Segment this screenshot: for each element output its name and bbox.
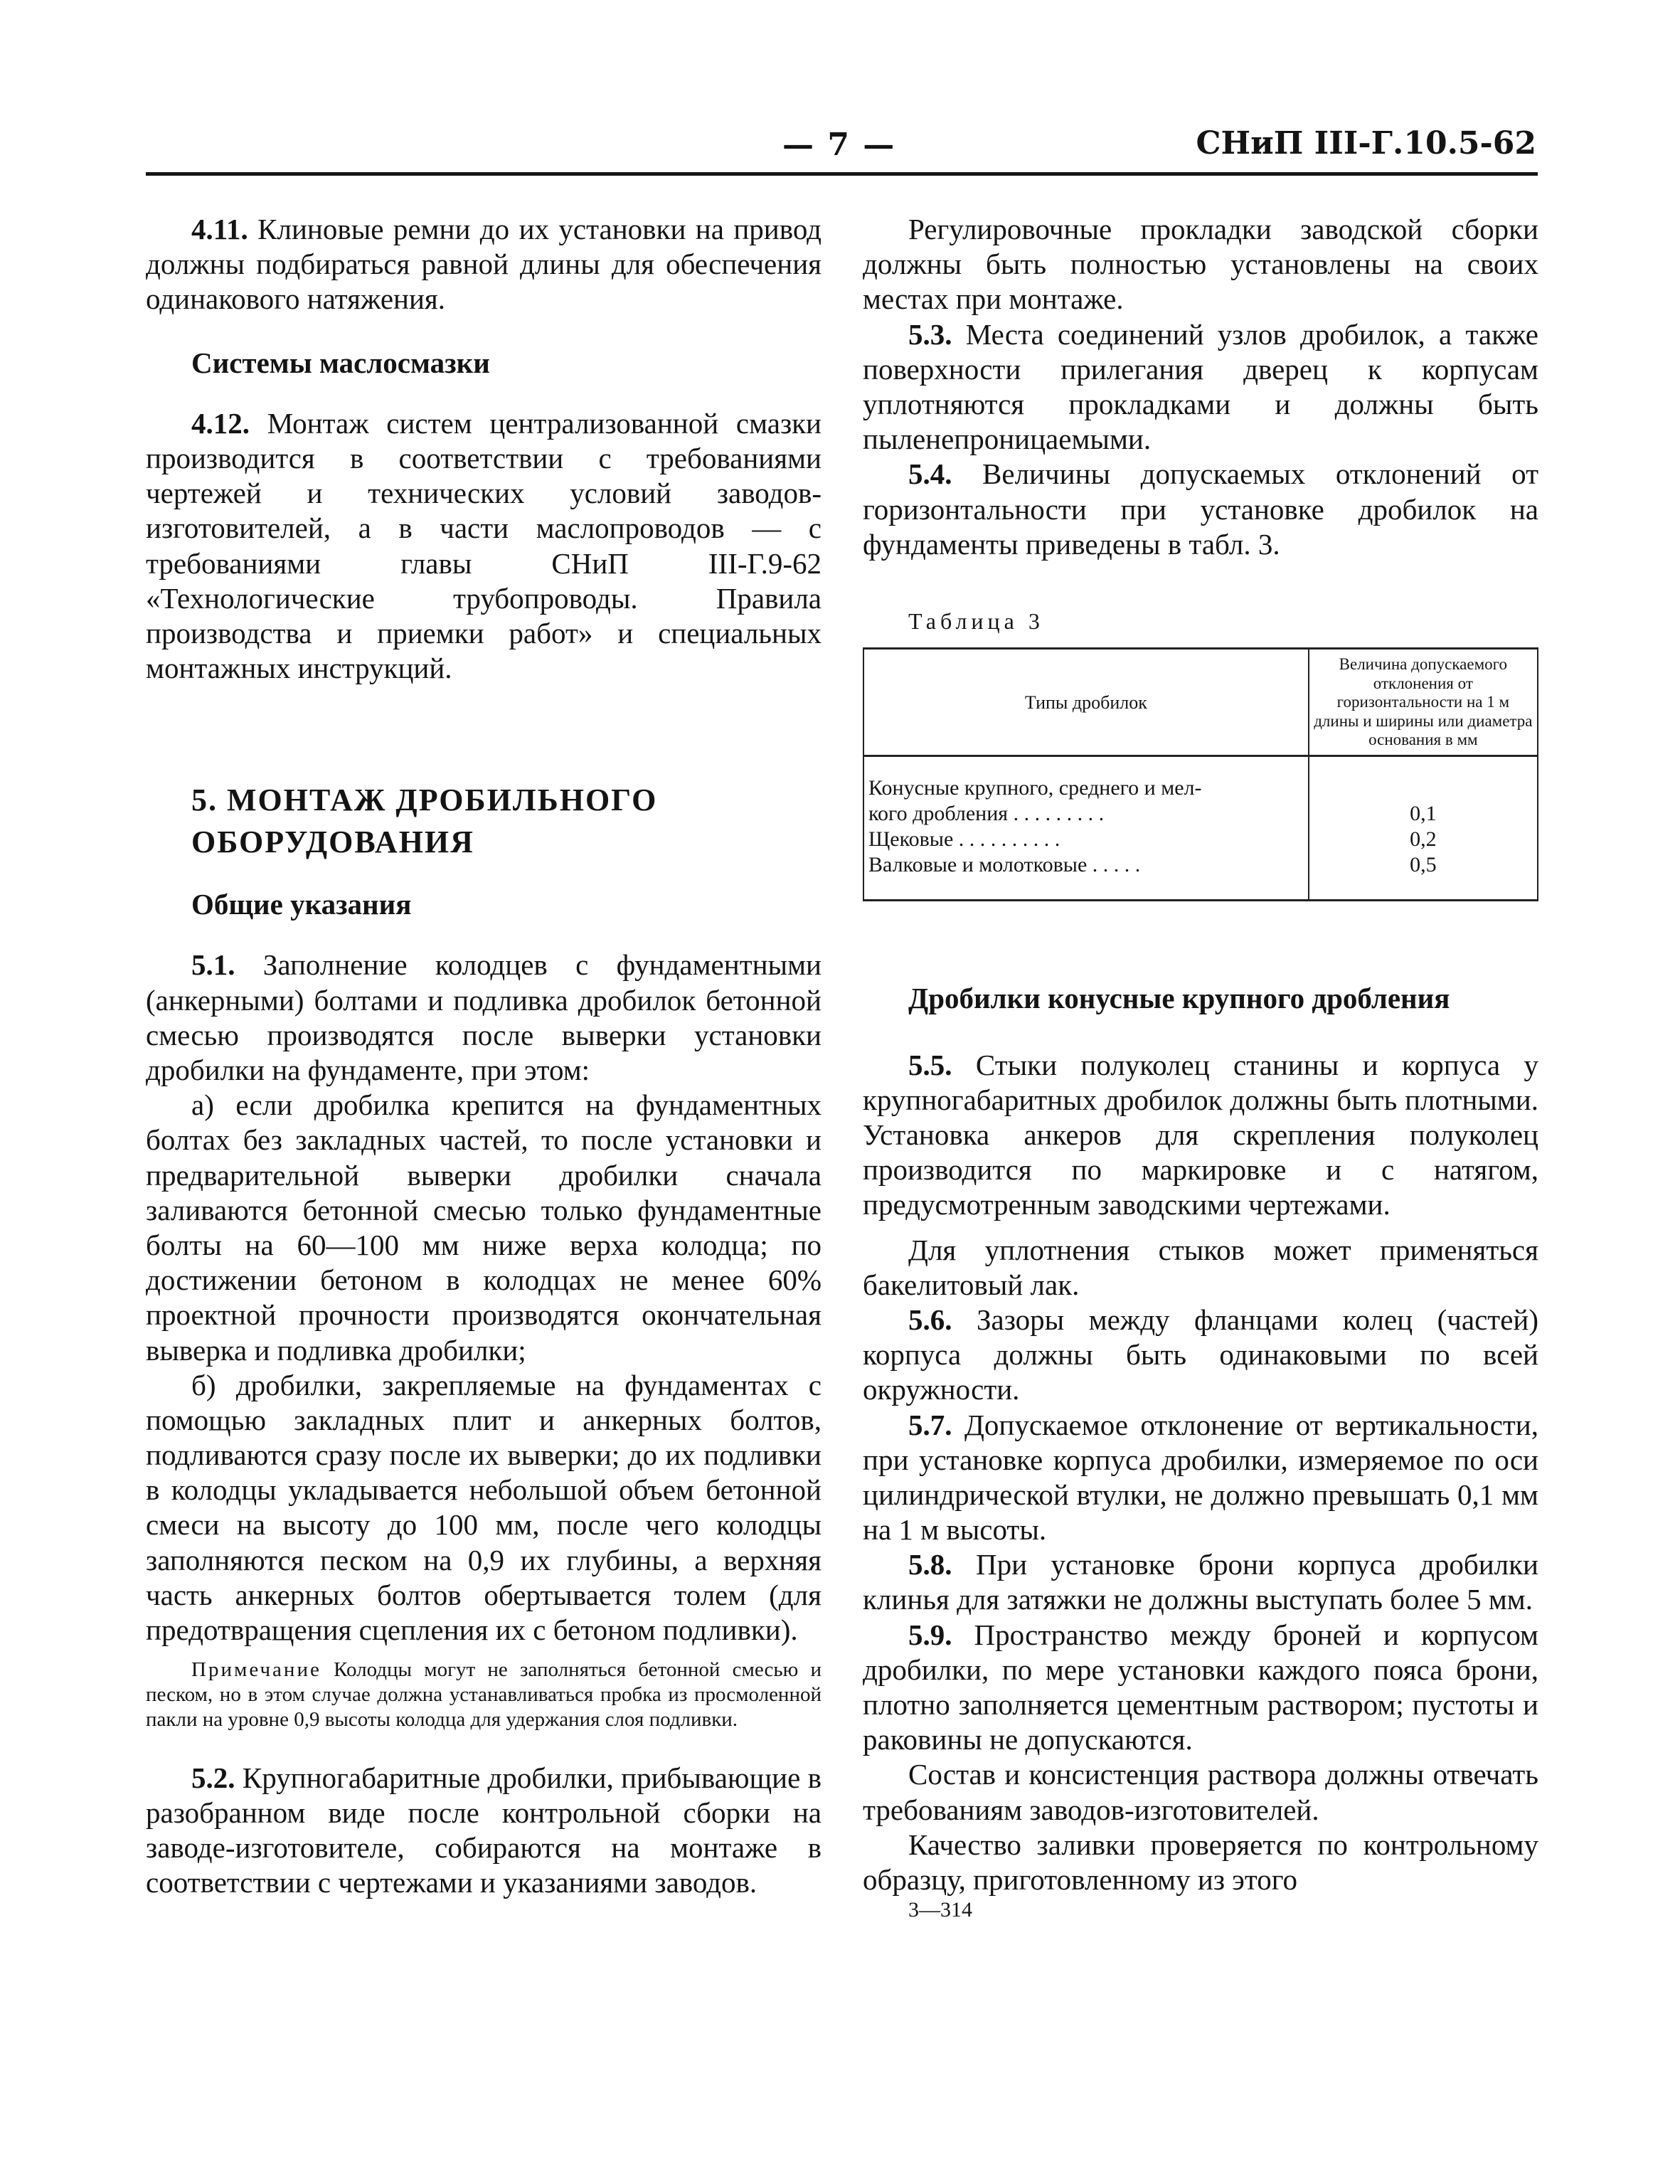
note: [146, 1658, 822, 1732]
clause-number: 4.11.: [191, 213, 248, 245]
table-cell-type: Валковые и молотковые . . . . .: [863, 852, 1309, 901]
clause-number: 5.9.: [908, 1618, 952, 1651]
table-cell-type: Конусные крупного, среднего и мел- кого дробления . . . . . . . . .: [863, 775, 1309, 827]
paragraph-4-11: [146, 212, 822, 317]
clause-text: Заполнение колодцев с фундаментными (анкерными) болтами и подливка дробилок бетонной смесью производятся после выверки установки дробилки на фундаменте, при этом:: [146, 948, 822, 1087]
heading-general: Общие указания: [191, 888, 412, 921]
paragraph-5-8: [863, 1547, 1538, 1617]
paragraph-5-2: [146, 1761, 822, 1901]
table-header-types: Типы дробилок: [863, 649, 1309, 756]
clause-text: Места соединений узлов дробилок, а также поверхности прилегания дверец к корпусам уплотняются прокладками и должны быть пыленепроницаемыми.: [863, 317, 1538, 456]
clause-number: 4.12.: [191, 406, 250, 440]
deviation-table: [863, 647, 1538, 901]
clause-text: Зазоры между фланцами колец (частей) корпуса должны быть одинаковыми по всей окружности.: [863, 1303, 1538, 1406]
paragraph-quality: Качество заливки проверяется по контрольному образцу, приготовленному из этого: [863, 1828, 1538, 1896]
clause-text: Величины допускаемых отклонений от горизонтальности при установке дробилок на фундаменты приведены в табл. 3.: [863, 457, 1538, 561]
table-header-deviation: Величина допускаемого отклонения от горизонтальности на 1 м длины и ширины или диаметра основания в мм: [1309, 649, 1538, 756]
clause-text: При установке брони корпуса дробилки клинья для затяжки не должны выступать более 5 мм.: [863, 1548, 1538, 1616]
paragraph-5-5: [863, 1048, 1538, 1223]
paragraph-5-4: [863, 457, 1538, 562]
section-title: 5. МОНТАЖ ДРОБИЛЬНОГО: [191, 783, 658, 818]
heading-oil-systems: Системы маслосмазки: [191, 346, 490, 379]
header-rule: [146, 172, 1538, 176]
table-cell-value: 0,2: [1309, 827, 1538, 852]
document-code: СНиП III-Г.10.5-62: [1196, 125, 1536, 161]
table-row: [863, 775, 1538, 827]
paragraph-5-9: [863, 1618, 1538, 1758]
clause-text: Пространство между броней и корпусом дробилки, по мере установки каждого пояса брони, плотно заполняется цементным раствором; пустоты и раковины не допускаются.: [863, 1618, 1538, 1756]
table-row: [863, 827, 1538, 852]
note-label: Примечание: [191, 1658, 321, 1682]
clause-text: Монтаж систем централизованной смазки производится в соответствии с требованиями чертежей и технических условий заводов-изготовителей, а в части маслопроводов — с требованиями главы СНиП III-Г.9-62 «Технологические трубопроводы. Правила производства и приемки работ» и специальных монтажных инструкций.: [146, 406, 822, 685]
clause-number: 5.1.: [191, 948, 235, 982]
note-text: Колодцы могут не заполняться бетонной смесью и песком, но в этом случае должна устанавливаться пробка из просмоленной пакли на уровне 0,9 высоты колодца для удержания слоя подливки.: [146, 1658, 822, 1731]
clause-number: 5.6.: [908, 1303, 952, 1336]
clause-number: 5.5.: [908, 1048, 952, 1081]
paragraph-lacquer: Для уплотнения стыков может применяться бакелитовый лак.: [863, 1233, 1538, 1301]
clause-number: 5.4.: [908, 457, 952, 491]
clause-text: Клиновые ремни до их установки на привод должны подбираться равной длины для обеспечения одинакового натяжения.: [146, 213, 822, 316]
heading-cone-crushers: Дробилки конусные крупного дробления: [908, 982, 1450, 1015]
paragraph-shims: Регулировочные прокладки заводской сборки должны быть полностью установлены на своих местах при монтаже.: [863, 213, 1538, 316]
clause-text: Допускаемое отклонение от вертикальности, при установке корпуса дробилки, измеряемое по оси цилиндрической втулки, не должно превышать 0,1 мм на 1 м высоты.: [863, 1408, 1538, 1547]
table-cell-value: 0,1: [1309, 775, 1538, 827]
paragraph-5-1: [146, 948, 822, 1088]
table-cell-type: Щековые . . . . . . . . . .: [863, 827, 1309, 852]
clause-text: Крупногабаритные дробилки, прибывающие в разобранном виде после контрольной сборки на заводе-изготовителе, собираются на монтаже в соответствии с чертежами и указаниями заводов.: [146, 1761, 822, 1899]
table-row: [863, 852, 1538, 901]
section-title-line2: ОБОРУДОВАНИЯ: [191, 824, 474, 859]
table-cell-value: 0,5: [1309, 852, 1538, 901]
clause-number: 5.2.: [191, 1761, 235, 1794]
clause-text: Стыки полуколец станины и корпуса у крупногабаритных дробилок должны быть плотными. Установка анкеров для скрепления полуколец производится по маркировке и с натягом, предусмотренным заводскими чертежами.: [863, 1048, 1538, 1221]
clause-number: 5.3.: [908, 317, 952, 351]
right-column: [863, 212, 1538, 1923]
page-number: — 7 —: [782, 127, 896, 163]
clause-number: 5.8.: [908, 1548, 952, 1581]
table-header-row: [863, 649, 1538, 756]
paragraph-mortar: Состав и консистенция раствора должны отвечать требованиям заводов-изготовителей.: [863, 1758, 1538, 1826]
footer-code: 3—314: [908, 1898, 972, 1922]
clause-number: 5.7.: [908, 1408, 952, 1441]
paragraph-5-1-b: б) дробилки, закрепляемые на фундаментах с помощью закладных плит и анкерных болтов, подливаются сразу после их выверки; до их подливки в колодцы укладывается небольшой объем бетонной смеси на высоту до 100 мм, после чего колодцы заполняются песком на 0,9 их глубины, а верхняя часть анкерных болтов обертывается толем (для предотвращения сцепления их с бетоном подливки).: [146, 1368, 822, 1647]
paragraph-5-7: [863, 1408, 1538, 1548]
paragraph-5-1-a: а) если дробилка крепится на фундаментных болтах без закладных частей, то после установки и предварительной выверки дробилки сначала заливаются бетонной смесью только фундаментные болты на 60—100 мм ниже верха колодца; по достижении бетоном в колодцах не менее 60% проектной прочности производятся окончательная выверка и подливка дробилки;: [146, 1088, 822, 1367]
left-column: [146, 212, 822, 1900]
paragraph-5-6: [863, 1303, 1538, 1408]
table-caption: Таблица 3: [908, 608, 1044, 634]
paragraph-5-3: [863, 317, 1538, 457]
paragraph-4-12: [146, 406, 822, 687]
